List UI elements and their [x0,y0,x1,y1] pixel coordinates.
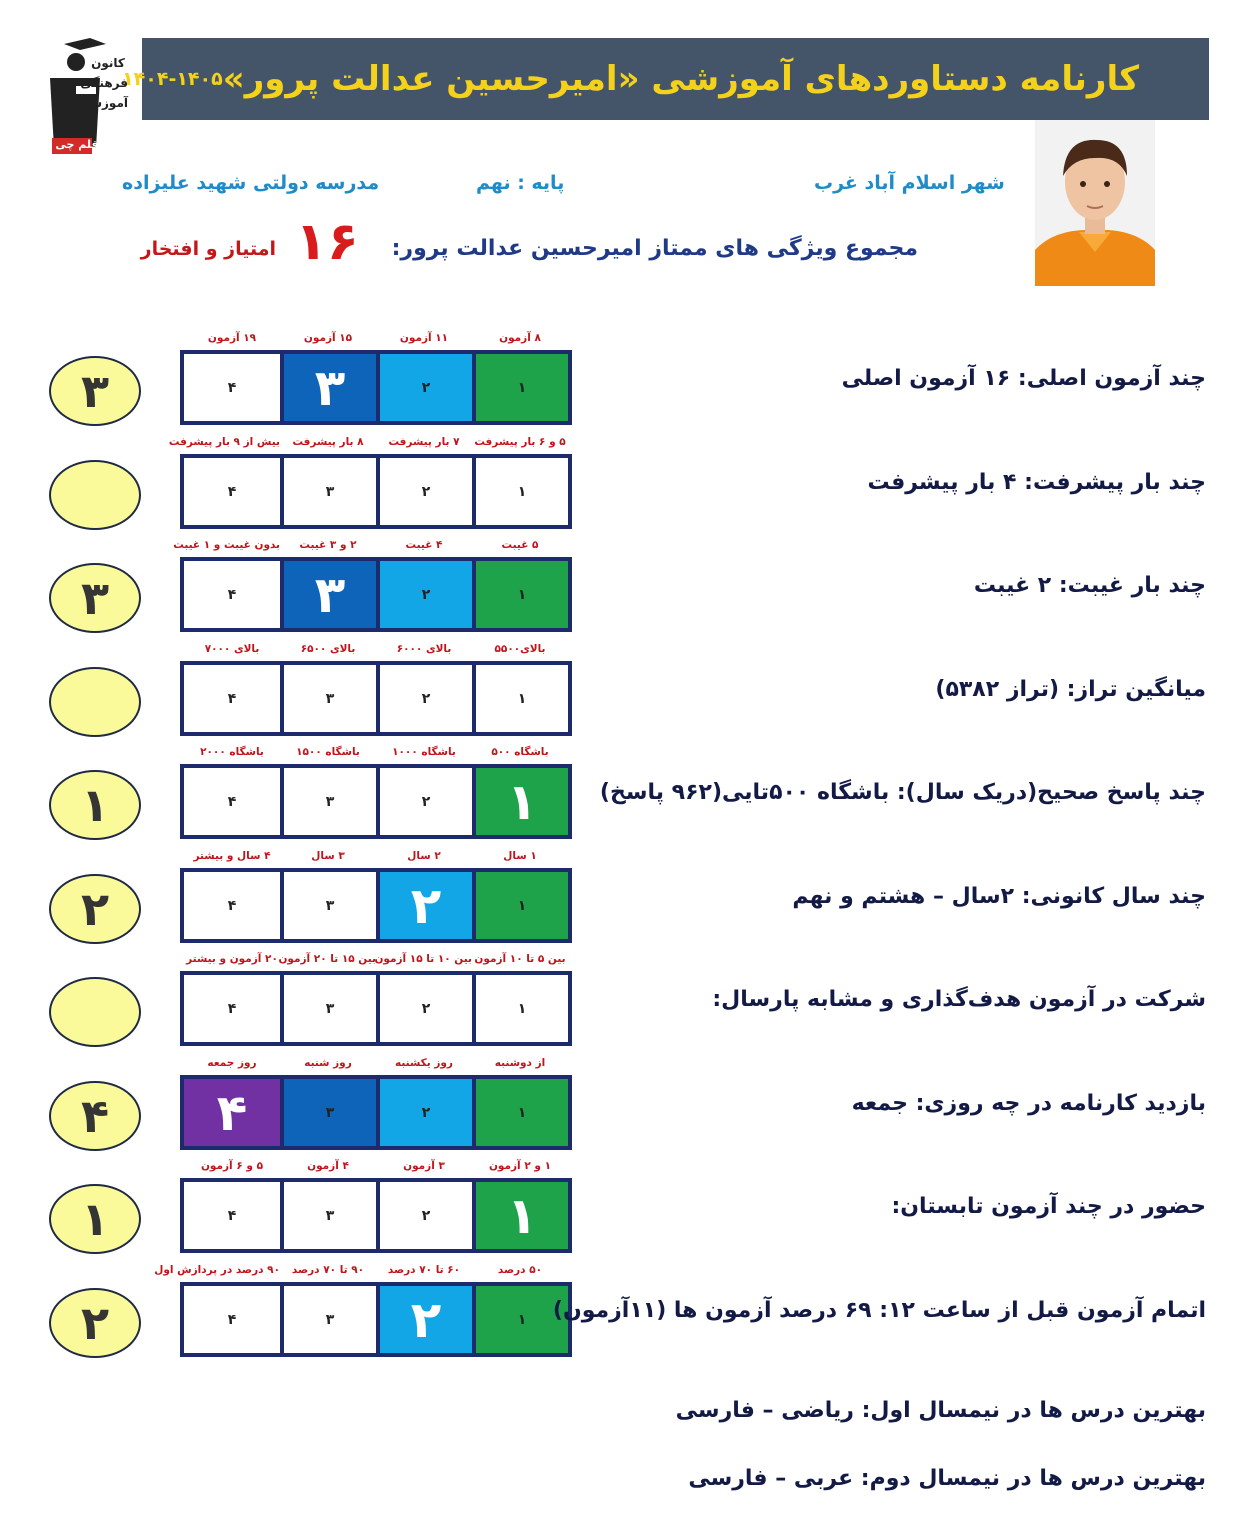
level-captions [184,953,568,971]
row-score-circle: ۲ [49,1288,141,1358]
level-cell: ۲ [376,458,472,525]
row-label: چند بار غیبت: ۲ غیبت [973,573,1206,598]
level-caption: ۵ و ۶ آزمون [200,1160,264,1172]
achievement-row [0,953,1240,1057]
level-grid [180,1075,572,1150]
summary-unit: امتیاز و افتخار [140,238,276,260]
level-cell: ۳ [280,975,376,1042]
level-cell: ۴ [227,897,237,914]
logo-brand: قلم چی [55,138,99,151]
level-caption: بالای۵۵۰۰ [494,643,546,655]
best-subjects-second-semester: بهترین درس ها در نیمسال دوم: عربی – فارسی [688,1466,1206,1491]
level-cell: ۱ [472,458,568,525]
row-score-circle: ۴ [49,1081,141,1151]
level-cell: ۲ [376,354,472,421]
level-cell: ۳ [280,872,376,939]
level-cell: ۲ [376,665,472,732]
level-caption: بین ۵ تا ۱۰ آزمون [474,953,566,965]
achievement-row [0,1057,1240,1161]
row-score-circle: ۳ [49,356,141,426]
level-cell: ۴ [227,690,237,707]
achievement-row [0,850,1240,954]
title-bar [122,38,1209,120]
level-cell: ۲ [376,1079,472,1146]
level-cell: ۴ [227,1000,237,1017]
level-caption: ۴ غیبت [405,539,443,551]
row-score-circle [49,977,141,1047]
level-cell: ۱ [472,1286,568,1353]
level-caption: ۸ بار پیشرفت [292,436,364,448]
summary-label: مجموع ویژگی های ممتاز امیرحسین عدالت پرور: [391,236,918,261]
page-title: کارنامه دستاوردهای آموزشی «امیرحسین عدالت پرور» [222,59,1139,99]
level-cell: ۳ [280,1286,376,1353]
level-grid [180,661,572,736]
level-cell: ۱ [472,1079,568,1146]
achievement-row [0,539,1240,643]
level-caption: ۱ و ۲ آزمون [488,1160,552,1172]
level-caption: بیش از ۹ بار پیشرفت [168,436,280,448]
row-label: چند پاسخ صحیح(دریک سال): باشگاه ۵۰۰تایی(۹۶۲ پاسخ) [599,780,1206,805]
level-grid [180,971,572,1046]
level-cell: ۲ [376,561,472,628]
level-captions [154,1264,568,1282]
level-captions [184,332,568,350]
level-cell: ۱ [472,354,568,421]
school-label: مدرسه دولتی شهید علیزاده [122,172,380,194]
level-grid [180,1178,572,1253]
level-cell: ۲ [376,872,472,939]
row-score-circle: ۲ [49,874,141,944]
level-cell: ۱ [472,561,568,628]
achievement-row [0,1160,1240,1264]
level-cell: ۳ [280,1182,376,1249]
level-caption: ۲ سال [407,850,441,862]
best-subjects-first-semester: بهترین درس ها در نیمسال اول: ریاضی – فارسی [675,1398,1206,1423]
level-cell: ۲ [376,1286,472,1353]
level-cell: ۴ [227,1311,237,1328]
level-grid [180,764,572,839]
row-label: چند سال کانونی: ۲سال – هشتم و نهم [792,884,1206,909]
level-cell: ۳ [280,665,376,732]
level-caption: ۳ سال [311,850,345,862]
level-cell: ۳ [280,768,376,835]
academic-year: ۱۴۰۴-۱۴۰۵ [122,68,223,90]
level-caption: ۴ سال و بیشتر [193,850,271,862]
level-cell: ۲ [376,975,472,1042]
level-caption: روز شنبه [304,1057,352,1069]
level-caption: ۱۵ آزمون [303,332,353,344]
level-caption: روز یکشنبه [395,1057,453,1069]
logo-line3: آموزش [85,96,128,110]
level-caption: ۶۰ تا ۷۰ درصد [387,1264,461,1276]
level-caption: ۱۱ آزمون [399,332,449,344]
level-cell: ۱ [472,1182,568,1249]
row-label: میانگین تراز: (تراز ۵۳۸۲) [935,677,1206,702]
level-cell: ۲ [376,768,472,835]
row-score-circle: ۱ [49,1184,141,1254]
row-label: حضور در چند آزمون تابستان: [891,1194,1206,1219]
level-cell: ۴ [184,1079,280,1146]
level-grid [180,454,572,529]
level-cell: ۴ [227,1207,237,1224]
row-score-circle: ۱ [49,770,141,840]
row-score-circle [49,667,141,737]
level-grid [180,350,572,425]
level-cell: ۲ [376,1182,472,1249]
level-caption: باشگاه ۱۵۰۰ [296,746,360,758]
row-score-circle: ۳ [49,563,141,633]
level-cell: ۳ [280,354,376,421]
level-caption: ۵ غیبت [501,539,539,551]
level-caption: باشگاه ۲۰۰۰ [200,746,264,758]
student-photo [1035,120,1155,286]
level-caption: بالای ۶۵۰۰ [300,643,356,655]
achievement-row [0,436,1240,540]
row-label: اتمام آزمون قبل از ساعت ۱۲: ۶۹ درصد آزمون ها (۱۱آزمون) [552,1298,1206,1323]
logo-line2: فرهنگی [80,76,128,90]
level-caption: ۸ آزمون [499,332,541,344]
level-caption: ۲ و ۳ غیبت [299,539,357,551]
row-label: چند آزمون اصلی: ۱۶ آزمون اصلی [841,366,1206,391]
level-caption: بالای ۷۰۰۰ [204,643,260,655]
level-caption: ۲۰ آزمون و بیشتر [186,953,278,965]
level-caption: باشگاه ۵۰۰ [491,746,549,758]
level-caption: ۵ و ۶ بار پیشرفت [474,436,566,448]
row-label: بازدید کارنامه در چه روزی: جمعه [851,1091,1206,1116]
level-caption: ۴ آزمون [307,1160,349,1172]
row-score-circle [49,460,141,530]
level-caption: ۹۰ تا ۷۰ درصد [291,1264,365,1276]
achievement-row [0,746,1240,850]
level-cell: ۴ [227,586,237,603]
level-caption: ۷ بار پیشرفت [388,436,460,448]
level-caption: بین ۱۰ تا ۱۵ آزمون [374,953,472,965]
level-captions [184,746,568,764]
logo-line1: کانون [91,56,125,70]
city-label: شهر اسلام آباد غرب [814,172,1005,194]
summary-score: ۱۶ [295,212,359,272]
level-caption: از دوشنبه [494,1057,546,1069]
level-caption: روز جمعه [207,1057,257,1069]
level-caption: ۹۰ درصد در پردازش اول [154,1264,280,1276]
level-grid [180,1282,572,1357]
achievement-row [0,1264,1240,1368]
level-captions [184,1160,568,1178]
level-caption: باشگاه ۱۰۰۰ [392,746,456,758]
level-captions [184,1057,568,1075]
achievement-row [0,643,1240,747]
level-caption: بالای ۶۰۰۰ [396,643,452,655]
level-caption: ۵۰ درصد [497,1264,543,1276]
level-captions [168,436,568,454]
level-cell: ۴ [227,379,237,396]
level-captions [184,643,568,661]
level-caption: بین ۱۵ تا ۲۰ آزمون [278,953,376,965]
level-cell: ۱ [472,872,568,939]
level-cell: ۳ [280,561,376,628]
level-caption: ۱۹ آزمون [207,332,257,344]
level-grid [180,868,572,943]
level-grid [180,557,572,632]
level-captions [184,850,568,868]
level-cell: ۳ [280,1079,376,1146]
level-cell: ۳ [280,458,376,525]
grade-label: پایه : نهم [476,172,565,194]
row-label: چند بار پیشرفت: ۴ بار پیشرفت [867,470,1206,495]
level-cell: ۱ [472,975,568,1042]
level-caption: بدون غیبت و ۱ غیبت [173,539,280,551]
level-caption: ۳ آزمون [403,1160,445,1172]
level-caption: ۱ سال [503,850,537,862]
level-captions [173,539,568,557]
achievement-row [0,332,1240,436]
level-cell: ۴ [227,793,237,810]
row-label: شرکت در آزمون هدف‌گذاری و مشابه پارسال: [712,987,1206,1012]
level-cell: ۱ [472,768,568,835]
level-cell: ۱ [472,665,568,732]
level-cell: ۴ [227,483,237,500]
